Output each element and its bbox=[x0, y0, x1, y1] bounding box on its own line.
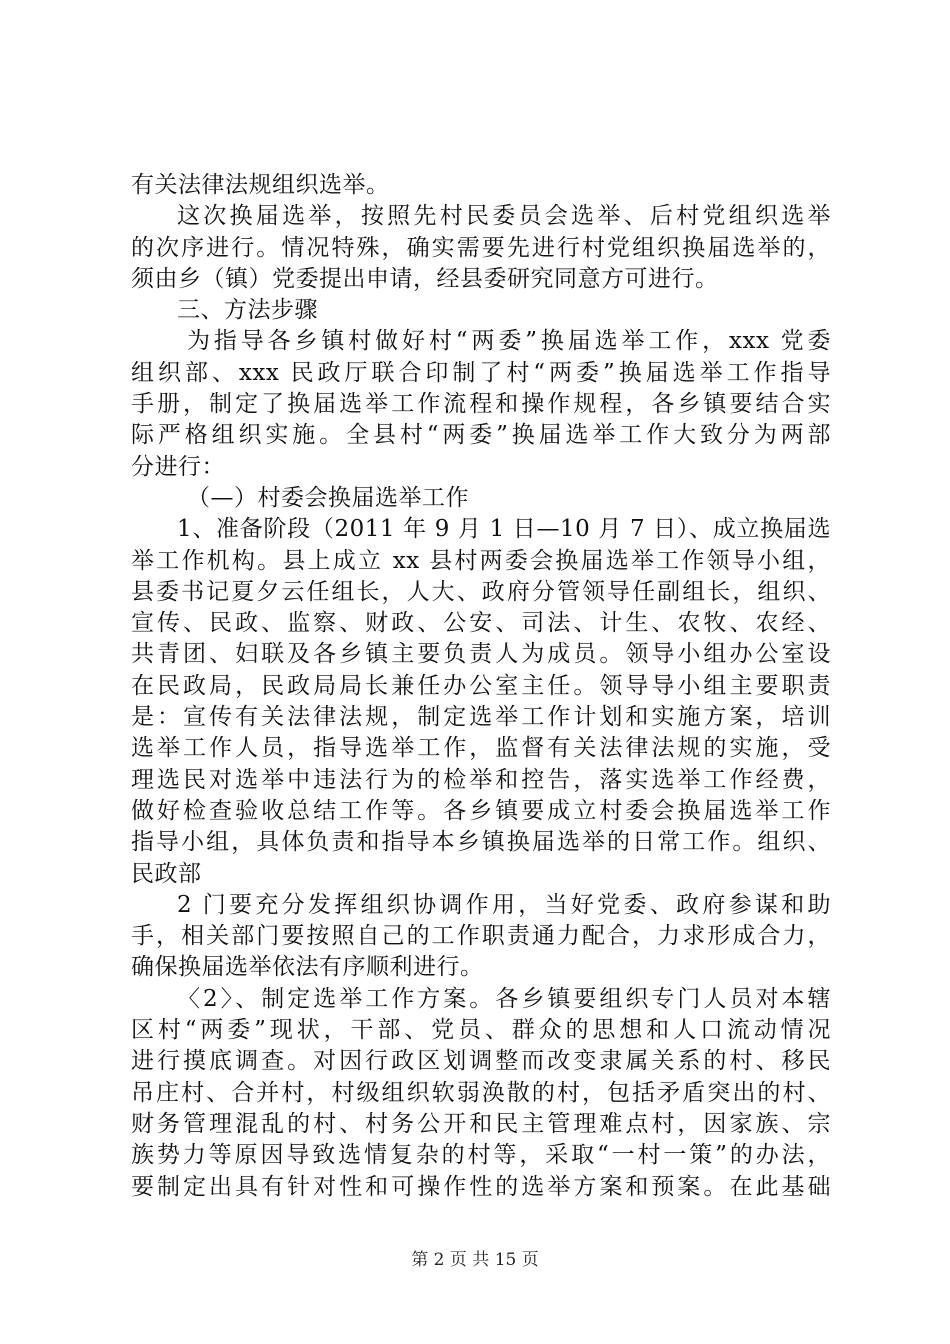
text-line: （—）村委会换届选举工作 bbox=[187, 484, 469, 511]
text-line: 分进行： bbox=[131, 453, 225, 480]
text-line: 这次换届选举，按照先村民委员会选举、后村党组织选举 bbox=[177, 203, 831, 230]
text-line: 组织部、xxx 民政厅联合印制了村“两委”换届选举工作指导 bbox=[131, 359, 831, 386]
text-line: 须由乡（镇）党委提出申请，经县委研究同意方可进行。 bbox=[131, 265, 719, 292]
text-line: 为指导各乡镇村做好村“两委”换届选举工作，xxx 党委 bbox=[187, 328, 831, 355]
text-line: 1、准备阶段（2011 年 9 月 1 日—10 月 7 日）、成立换届选 bbox=[177, 516, 831, 543]
text-line: 县委书记夏夕云任组长，人大、政府分管领导任副组长，组织、 bbox=[131, 578, 831, 605]
text-line: 举工作机构。县上成立 xx 县村两委会换届选举工作领导小组， bbox=[131, 547, 831, 574]
page-footer: 第 2 页 共 15 页 bbox=[411, 1250, 539, 1270]
text-line: 际严格组织实施。全县村“两委”换届选举工作大致分为两部 bbox=[131, 422, 831, 449]
text-line: 选举工作人员，指导选举工作，监督有关法律法规的实施，受 bbox=[131, 735, 831, 762]
text-line: 有关法律法规组织选举。 bbox=[131, 172, 390, 198]
text-line: 吊庄村、合并村，村级组织软弱涣散的村，包括矛盾突出的村、 bbox=[131, 1079, 831, 1106]
text-line: 在民政局，民政局局长兼任办公室主任。领导导小组主要职责 bbox=[131, 672, 831, 699]
text-line: 是：宣传有关法律法规，制定选举工作计划和实施方案，培训 bbox=[131, 704, 831, 731]
text-line: 族势力等原因导致选情复杂的村等，采取“一村一策”的办法， bbox=[131, 1142, 831, 1169]
text-line: 财务管理混乱的村、村务公开和民主管理难点村，因家族、宗 bbox=[131, 1110, 831, 1137]
text-line: 区村“两委”现状，干部、党员、群众的思想和人口流动情况 bbox=[131, 1017, 831, 1044]
text-line: 确保换届选举依法有序顺利进行。 bbox=[131, 954, 484, 981]
text-line: 理选民对选举中违法行为的检举和控告，落实选举工作经费， bbox=[131, 766, 831, 793]
text-line: 手册，制定了换届选举工作流程和操作规程，各乡镇要结合实 bbox=[131, 391, 831, 418]
text-line: 要制定出具有针对性和可操作性的选举方案和预案。在此基础 bbox=[131, 1173, 831, 1200]
text-line: 指导小组，具体负责和指导本乡镇换届选举的日常工作。组织、 bbox=[131, 829, 831, 856]
text-line: 〈2〉、制定选举工作方案。各乡镇要组织专门人员对本辖 bbox=[177, 985, 831, 1012]
text-line: 的次序进行。情况特殊，确实需要先进行村党组织换届选举的， bbox=[131, 234, 831, 261]
text-line: 民政部 bbox=[131, 860, 202, 887]
text-line: 三、方法步骤 bbox=[177, 297, 318, 324]
text-line: 进行摸底调查。对因行政区划调整而改变隶属关系的村、移民 bbox=[131, 1048, 831, 1075]
text-line: 共青团、妇联及各乡镇主要负责人为成员。领导小组办公室设 bbox=[131, 641, 831, 668]
text-line: 做好检查验收总结工作等。各乡镇要成立村委会换届选举工作 bbox=[131, 797, 831, 824]
text-line: 宣传、民政、监察、财政、公安、司法、计生、农牧、农经、 bbox=[131, 610, 831, 637]
text-line: 手，相关部门要按照自己的工作职责通力配合，力求形成合力， bbox=[131, 923, 831, 950]
text-line: 2 门要充分发挥组织协调作用，当好党委、政府参谋和助 bbox=[177, 891, 831, 918]
document-body bbox=[131, 170, 831, 1203]
